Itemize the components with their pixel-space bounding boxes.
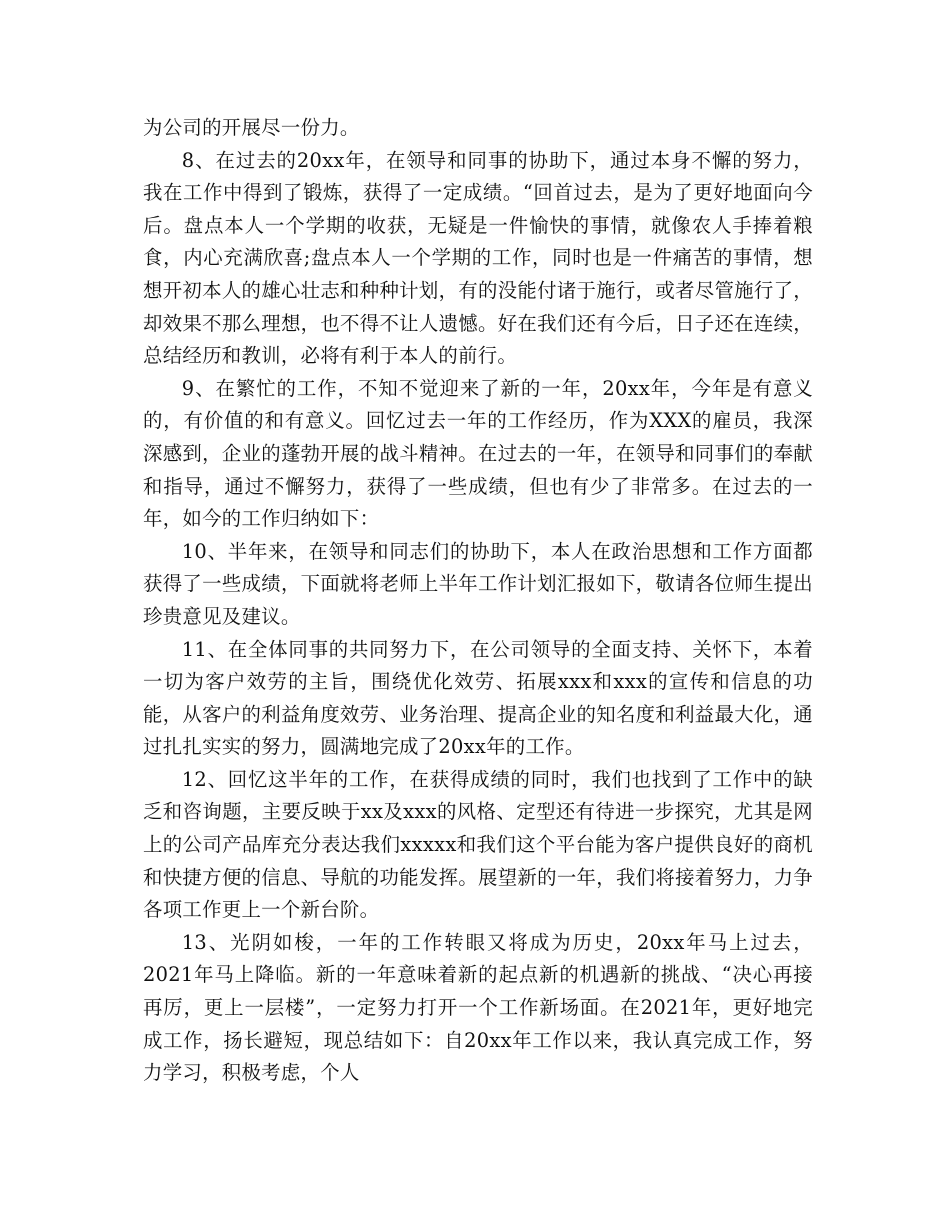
document-body [143, 112, 813, 1090]
paragraph-11: 11、在全体同事的共同努力下，在公司领导的全面支持、关怀下，本着一切为客户效劳的主旨，围绕优化效劳、拓展xxx和xxx的宣传和信息的功能，从客户的利益角度效劳、业务治理、提高企业的知名度和利益最大化，通过扎扎实实的努力，圆满地完成了20xx年的工作。 [143, 637, 813, 759]
paragraph-8: 8、在过去的20xx年，在领导和同事的协助下，通过本身不懈的努力，我在工作中得到了锻炼，获得了一定成绩。“回首过去，是为了更好地面向今后。盘点本人一个学期的收获，无疑是一件愉快的事情，就像农人手捧着粮食，内心充满欣喜;盘点本人一个学期的工作，同时也是一件痛苦的事情，想想开初本人的雄心壮志和种种计划，有的没能付诸于施行，或者尽管施行了，却效果不那么理想，也不得不让人遗憾。好在我们还有今后，日子还在连续，总结经历和教训，必将有利于本人的前行。 [143, 148, 813, 368]
paragraph-continuation: 为公司的开展尽一份力。 [143, 116, 360, 139]
paragraph-12: 12、回忆这半年的工作，在获得成绩的同时，我们也找到了工作中的缺乏和咨询题，主要反映于xx及xxx的风格、定型还有待进一步探究，尤其是网上的公司产品库充分表达我们xxxxx和我们这个平台能为客户提供良好的商机和快捷方便的信息、导航的功能发挥。展望新的一年，我们将接着努力，力争各项工作更上一个新台阶。 [143, 767, 813, 922]
paragraph-9: 9、在繁忙的工作，不知不觉迎来了新的一年，20xx年，今年是有意义的，有价值的和有意义。回忆过去一年的工作经历，作为XXX的雇员，我深深感到，企业的蓬勃开展的战斗精神。在过去的一年，在领导和同事们的奉献和指导，通过不懈努力，获得了一些成绩，但也有少了非常多。在过去的一年，如今的工作归纳如下： [143, 376, 813, 531]
paragraph-13: 13、光阴如梭，一年的工作转眼又将成为历史，20xx年马上过去，2021年马上降临。新的一年意味着新的起点新的机遇新的挑战、“决心再接再厉，更上一层楼”，一定努力打开一个工作新场面。在2021年，更好地完成工作，扬长避短，现总结如下：自20xx年工作以来，我认真完成工作，努力学习，积极考虑，个人 [143, 930, 813, 1085]
paragraph-10: 10、半年来，在领导和同志们的协助下，本人在政治思想和工作方面都获得了一些成绩，下面就将老师上半年工作计划汇报如下，敬请各位师生提出珍贵意见及建议。 [143, 539, 813, 628]
